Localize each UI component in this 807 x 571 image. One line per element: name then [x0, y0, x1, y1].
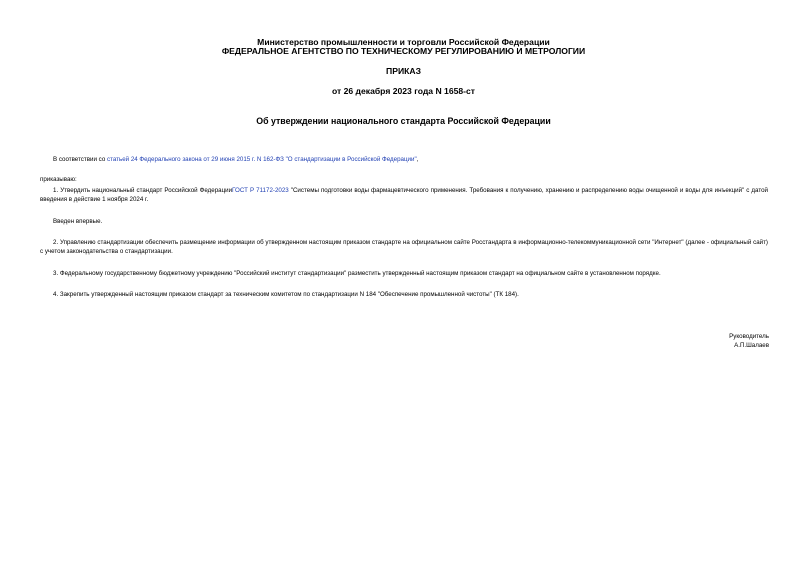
item-2: 2. Управлению стандартизации обеспечить размещение информации об утвержденном настоящим приказом стандарте на официальном сайте Росстандарта в информационно-телекоммуникационной сети "Интернет" (далее - официальный сайт) с учетом законодательства о стандартизации. [40, 239, 768, 255]
document-date-number: от 26 декабря 2023 года N 1658-ст [331, 86, 476, 96]
item-3: 3. Федеральному государственному бюджетному учреждению "Российский институт стандартизации" разместить утвержденный настоящим приказом стандарт на официальном сайте в установленном порядке. [53, 270, 661, 277]
item-1-suffix: "Системы подготовки воды фармацевтического применения. Требования к получению, хранению и распределению воды очищенной и воды для инъекций" с датой введения в действие 1 ноября 2024 г. [40, 187, 768, 203]
signature-title: Руководитель [729, 333, 769, 340]
item-4: 4. Закрепить утвержденный настоящим приказом стандарт за техническим комитетом по стандартизации N 184 "Обеспечение промышленной чистоты" (ТК 184). [53, 291, 519, 298]
order-word: приказываю: [40, 176, 77, 183]
document-subject: Об утверждении национального стандарта Российской Федерации [256, 116, 551, 126]
preamble-suffix: , [416, 156, 419, 163]
introduced-note: Введен впервые. [53, 218, 103, 225]
item-1-prefix: 1. Утвердить национальный стандарт Российской Федерации [53, 187, 233, 194]
item-1 [40, 186, 768, 204]
agency-name: ФЕДЕРАЛЬНОЕ АГЕНТСТВО ПО ТЕХНИЧЕСКОМУ РЕГУЛИРОВАНИЮ И МЕТРОЛОГИИ [221, 46, 586, 56]
law-link[interactable]: статьей 24 Федерального закона от 29 июня 2015 г. N 162-ФЗ "О стандартизации в Российской Федерации" [106, 156, 417, 163]
preamble [53, 156, 418, 164]
gost-link[interactable]: ГОСТ Р 71172-2023 [232, 187, 289, 194]
preamble-prefix: В соответствии со [53, 156, 107, 163]
signature-name: А.П.Шалаев [734, 342, 769, 349]
document-type: ПРИКАЗ [386, 66, 421, 76]
ministry-name: Министерство промышленности и торговли Российской Федерации [257, 37, 550, 47]
